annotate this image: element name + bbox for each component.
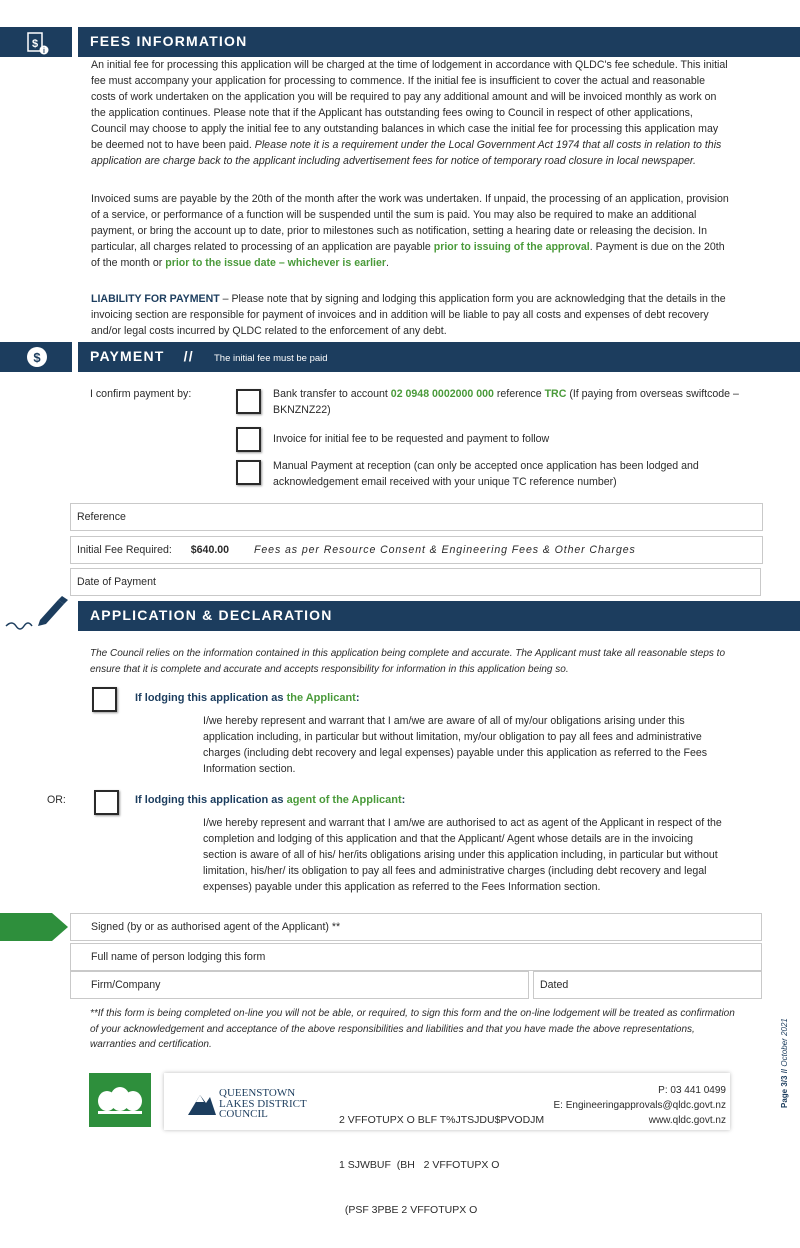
fees-title: FEES INFORMATION bbox=[90, 33, 248, 49]
agent-heading: If lodging this application as agent of the Applicant: bbox=[135, 794, 406, 806]
page-indicator: Page 3/3 // October 2021 bbox=[780, 1018, 789, 1108]
payment-title-bar bbox=[78, 342, 800, 372]
bank-transfer-option: Bank transfer to account 02 0948 0002000 000 reference TRC (If paying from overseas swiftcode – BKNZNZ22) bbox=[273, 388, 739, 416]
fees-title-bar bbox=[78, 27, 800, 57]
footer-address: 2 VFFOTUPX O BLF T%JTSJDU$PVODJM 1 SJWBUF (BH 2 VFFOTUPX O (PSF 3PBE 2 VFFOTUPX O bbox=[339, 1114, 545, 1216]
manual-payment-checkbox[interactable] bbox=[236, 460, 261, 485]
declaration-title-bar bbox=[78, 601, 800, 631]
svg-text:i: i bbox=[43, 48, 45, 55]
payment-title: PAYMENT // bbox=[90, 348, 194, 364]
fee-note: Fees as per Resource Consent & Engineering Fees & Other Charges bbox=[254, 544, 636, 556]
invoice-checkbox[interactable] bbox=[236, 427, 261, 452]
fees-icon-box bbox=[0, 27, 72, 57]
date-of-payment-field[interactable]: Date of Payment bbox=[70, 568, 761, 596]
qldc-mountain-logo bbox=[188, 1089, 216, 1115]
or-label: OR: bbox=[47, 794, 66, 806]
payment-section-header bbox=[0, 342, 800, 372]
firm-company-field[interactable]: Firm/Company bbox=[70, 971, 529, 999]
applicant-declaration-text: I/we hereby represent and warrant that I am/we are aware of all of my/our obligations arising under this application including, in particular but without limitation, my/our obligation to pay all fees and administrative charges (including debt recovery and legal expenses) payable under this application as referred to the Fees Information section. bbox=[203, 715, 708, 775]
reference-field[interactable]: Reference bbox=[70, 503, 763, 531]
signed-field[interactable]: Signed (by or as authorised agent of the Applicant) ** bbox=[70, 913, 762, 941]
qldc-logo-text: QUEENSTOWN LAKES DISTRICT COUNCIL bbox=[219, 1087, 307, 1120]
full-name-field[interactable]: Full name of person lodging this form bbox=[70, 943, 762, 971]
green-arrow-marker bbox=[0, 913, 70, 941]
green-logo-tile bbox=[89, 1073, 151, 1127]
footer-email[interactable]: E: Engineeringapprovals@qldc.govt.nz bbox=[553, 1100, 726, 1111]
payment-icon-box bbox=[0, 342, 72, 372]
fees-section-header bbox=[0, 27, 800, 57]
footer-phone: P: 03 441 0499 bbox=[658, 1085, 726, 1096]
payment-subtitle: The initial fee must be paid bbox=[214, 353, 328, 364]
svg-text:$: $ bbox=[31, 38, 39, 50]
svg-text:$: $ bbox=[33, 350, 41, 365]
bank-account-number: 02 0948 0002000 000 bbox=[390, 388, 494, 400]
online-lodgement-footnote: **If this form is being completed on-line you will not be able, or required, to sign this form and the on-line lodgement will be treated as confirmation of your acknowledgement and acceptance of the above responsibilities and liabilities and that you have made the above representations, warranties and certification. bbox=[90, 1008, 735, 1050]
footer-website[interactable]: www.qldc.govt.nz bbox=[648, 1115, 726, 1126]
footer-contact bbox=[554, 1083, 726, 1128]
declaration-intro: The Council relies on the information contained in this application being complete and accurate. The Applicant must take all reasonable steps to ensure that it is complete and accurate and accepts responsibility for information in this application being so. bbox=[90, 648, 725, 675]
invoice-dollar-icon bbox=[0, 27, 72, 57]
bank-transfer-checkbox[interactable] bbox=[236, 389, 261, 414]
fees-paragraph-2: Invoiced sums are payable by the 20th of the month after the work was undertaken. If unpaid, the processing of an application, provision of a service, or performance of a function will be suspended until the sum is paid. You may also be required to make an additional payment, or bring the account up to date, prior to milestones such as notification, setting a hearing date or releasing the decision. In particular, all charges related to processing of an application are payable prior to issuing of the approval. Payment is due on the 20th of the month or prior to the issue date – whichever is earlier. bbox=[91, 193, 729, 269]
agent-declaration-text: I/we hereby represent and warrant that I am/we are authorised to act as agent of the Applicant in respect of the completion and lodging of this application and that the Applicant/ Agent whose details are in the invoicing section is aware of all of his/ her/its obligations arising under this application including, in particular but without limitation, his/her/ its obligation to pay all fees and administrative charges (including debt recovery and legal expenses) payable under this application as referred to the Fees Information section. bbox=[203, 817, 722, 893]
dated-field[interactable]: Dated bbox=[533, 971, 762, 999]
applicant-checkbox[interactable] bbox=[92, 687, 117, 712]
footer-panel bbox=[164, 1073, 730, 1216]
liability-paragraph: LIABILITY FOR PAYMENT – Please note that by signing and lodging this application form you are acknowledging that the details in the invoicing section are responsible for payment of invoices and in addition will be liable to pay all costs and expenses of debt recovery and/or legal costs incurred by QLDC related to the enforcement of any debt. bbox=[91, 293, 726, 337]
manual-payment-option: Manual Payment at reception (can only be accepted once application has been lodged and acknowledgement email received with your unique TC reference number) bbox=[273, 460, 699, 488]
declaration-section-header bbox=[0, 601, 800, 631]
fee-amount: $640.00 bbox=[190, 544, 230, 556]
invoice-option: Invoice for initial fee to be requested and payment to follow bbox=[273, 433, 550, 445]
liability-label: LIABILITY FOR PAYMENT bbox=[91, 293, 220, 305]
fees-paragraph-1: An initial fee for processing this application will be charged at the time of lodgement in accordance with QLDC's fee schedule. This initial fee must accompany your application for processing to commence. If the initial fee is insufficient to cover the actual and reasonable costs of work undertaken on the application you will be required to pay any additional amount and will be invoiced monthly as work on the application continues. Please note that if the Applicant has outstanding fees owing to Council in respect of other applications, Council may choose to apply the initial fee to any outstanding balances in which case the initial fee for processing this application may be deemed not to have been paid. Please note it is a requirement under the Local Government Act 1974 that all costs in relation to this application are charge back to the applicant including advertisement fees for notice of temporary road closure in local newspaper. bbox=[91, 59, 728, 167]
trees-icon bbox=[89, 1073, 151, 1127]
dollar-coin-icon bbox=[0, 342, 72, 372]
applicant-heading: If lodging this application as the Applicant: bbox=[135, 692, 360, 704]
agent-checkbox[interactable] bbox=[94, 790, 119, 815]
initial-fee-field: Initial Fee Required: $640.00 Fees as per Resource Consent & Engineering Fees & Other Charges bbox=[70, 536, 763, 564]
confirm-payment-label: I confirm payment by: bbox=[90, 388, 192, 400]
declaration-title: APPLICATION & DECLARATION bbox=[90, 607, 333, 623]
